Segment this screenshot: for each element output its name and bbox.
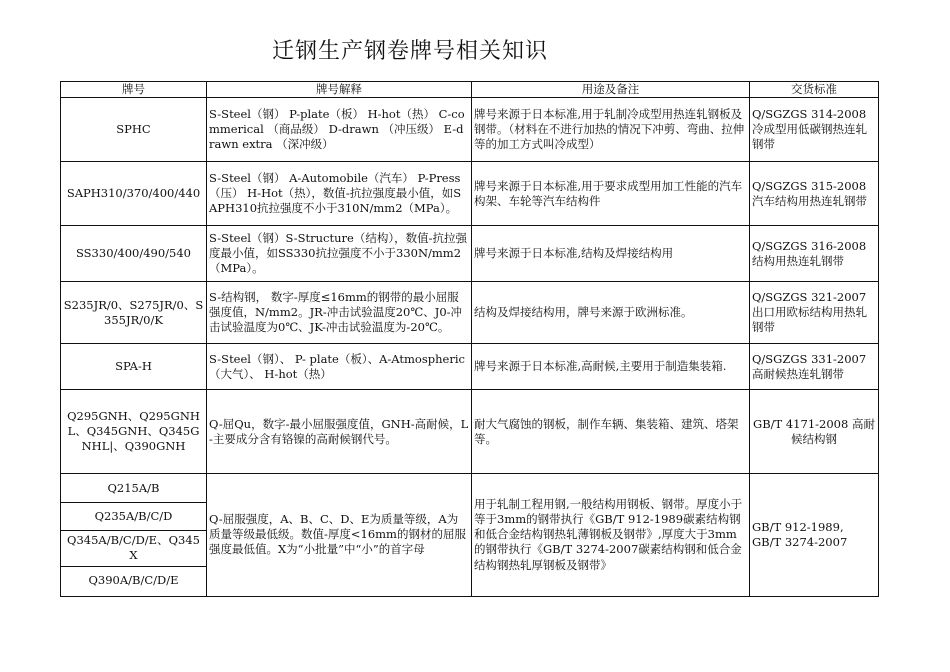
table-row (61, 474, 879, 503)
standard-cell: Q/SGZGS 314-2008 冷成型用低碳钢热连轧钢带 (750, 98, 879, 162)
table-row (61, 344, 879, 390)
grade-cell: S235JR/0、S275JR/0、S355JR/0/K (61, 282, 207, 344)
usage-cell: 耐大气腐蚀的钢板，制作车辆、集装箱、建筑、塔架等。 (472, 390, 750, 474)
header-standard: 交货标准 (750, 82, 879, 98)
explanation-cell: S-Steel（钢） A-Automobile（汽车） P-Press（压） H-Hot（热），数值-抗拉强度最小值，如SAPH310抗拉强度不小于310N/mm2（MPa）。 (207, 162, 472, 226)
standard-cell: GB/T 4171-2008 高耐候结构钢 (750, 390, 879, 474)
grade-cell: SS330/400/490/540 (61, 226, 207, 282)
header-explanation: 牌号解释 (207, 82, 472, 98)
page-title: 迁钢生产钢卷牌号相关知识 (272, 39, 549, 64)
table-row (61, 390, 879, 474)
grade-cell: Q390A/B/C/D/E (61, 566, 207, 596)
grade-table (60, 81, 879, 597)
usage-cell: 牌号来源于日本标准,用于要求成型用加工性能的汽车构架、车轮等汽车结构件 (472, 162, 750, 226)
grade-cell: Q345A/B/C/D/E、Q345X (61, 531, 207, 566)
usage-cell: 牌号来源于日本标准,用于轧制冷成型用热连轧钢板及钢带。（材料在不进行加热的情况下冲剪、弯曲、拉伸等的加工方式叫冷成型） (472, 98, 750, 162)
table-row (61, 282, 879, 344)
header-grade: 牌号 (61, 82, 207, 98)
grade-cell: SAPH310/370/400/440 (61, 162, 207, 226)
usage-cell: 结构及焊接结构用，牌号来源于欧洲标准。 (472, 282, 750, 344)
usage-cell: 牌号来源于日本标准,结构及焊接结构用 (472, 226, 750, 282)
table-row (61, 162, 879, 226)
grade-cell: Q215A/B (61, 474, 207, 503)
explanation-cell: Q-屈Qu，数字-最小屈服强度值，GNH-高耐候，L-主要成分含有铬镍的高耐候钢代号。 (207, 390, 472, 474)
explanation-cell: S-Steel（钢） P-plate（板） H-hot（热） C-commerical （商品级） D-drawn （冲压级） E-drawn extra （深冲级） (207, 98, 472, 162)
standard-cell: Q/SGZGS 321-2007 出口用欧标结构用热轧钢带 (750, 282, 879, 344)
standard-cell: Q/SGZGS 331-2007 高耐候热连轧钢带 (750, 344, 879, 390)
header-usage: 用途及备注 (472, 82, 750, 98)
standard-cell: Q/SGZGS 315-2008汽车结构用热连轧钢带 (750, 162, 879, 226)
explanation-cell: S-Steel（钢）S-Structure（结构），数值-抗拉强度最小值，如SS330抗拉强度不小于330N/mm2（MPa）。 (207, 226, 472, 282)
usage-cell: 牌号来源于日本标准,高耐候,主要用于制造集装箱. (472, 344, 750, 390)
explanation-cell: S-Steel（钢）、 P- plate（板）、A-Atmospheric（大气）、 H-hot（热） (207, 344, 472, 390)
standard-cell: GB/T 912-1989, GB/T 3274-2007 (750, 474, 879, 596)
usage-cell: 用于轧制工程用钢,一般结构用钢板、钢带。厚度小于等于3mm的钢带执行《GB/T 912-1989碳素结构钢和低合金结构钢热轧薄钢板及钢带》,厚度大于3mm的钢带执行《GB/T 3274-2007碳素结构钢和低合金结构钢热轧厚钢板及钢带》 (472, 474, 750, 596)
standard-cell: Q/SGZGS 316-2008 结构用热连轧钢带 (750, 226, 879, 282)
table-row (61, 226, 879, 282)
explanation-cell: Q-屈服强度，A、B、C、D、E为质量等级，A为质量等级最低级。数值-厚度<16mm的钢材的屈服强度最低值。X为“小批量”中“小”的首字母 (207, 474, 472, 596)
explanation-cell: S-结构钢， 数字-厚度≤16mm的钢带的最小屈服强度值，N/mm2。JR-冲击试验温度20℃、J0-冲击试验温度为0℃、JK-冲击试验温度为-20℃。 (207, 282, 472, 344)
grade-cell: Q235A/B/C/D (61, 503, 207, 531)
table-row (61, 98, 879, 162)
header-row (61, 82, 879, 98)
grade-cell: SPA-H (61, 344, 207, 390)
grade-cell: Q295GNH、Q295GNHL、Q345GNH、Q345GNHL|、Q390GNH (61, 390, 207, 474)
grade-cell: SPHC (61, 98, 207, 162)
